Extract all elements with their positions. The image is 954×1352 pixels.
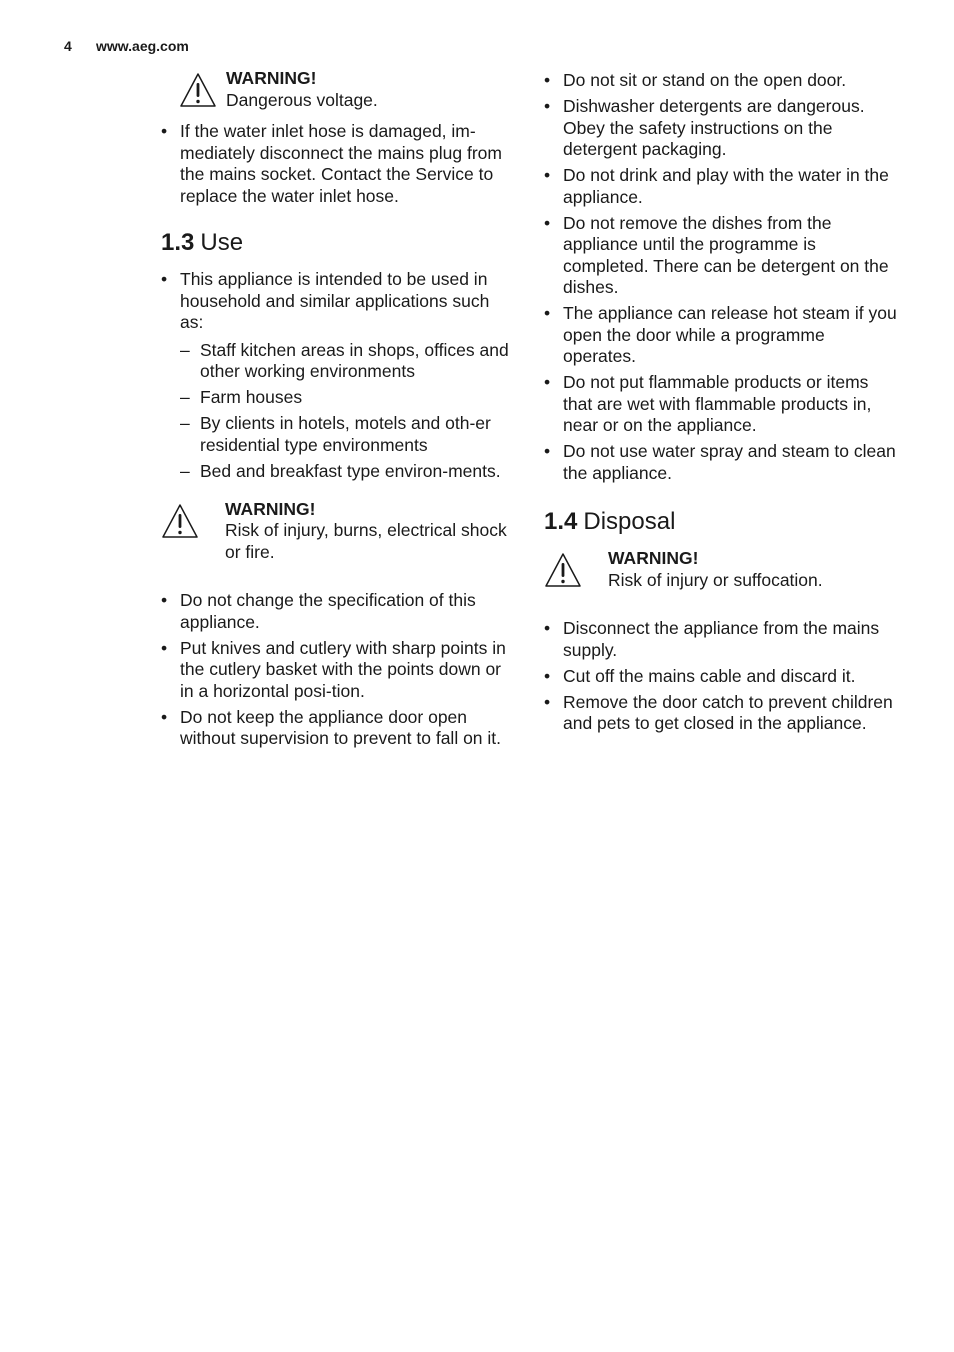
- section-heading-disposal: [544, 508, 900, 536]
- list-item: • Do not remove the dishes from the appliance until the programme is completed. There can be detergent on the dishes.: [544, 213, 900, 299]
- section-number: 1.3: [161, 229, 195, 256]
- intended-use-list: [161, 269, 516, 482]
- page-number: 4: [64, 38, 72, 54]
- warning-body: Risk of injury or suffocation.: [608, 569, 823, 590]
- list-item: [161, 269, 516, 482]
- list-item: • Remove the door catch to prevent children and pets to get closed in the appliance.: [544, 692, 900, 735]
- warning-text: [225, 499, 516, 564]
- section-number: 1.4: [544, 508, 578, 535]
- warning-title: WARNING!: [608, 548, 699, 568]
- list-item: • The appliance can release hot steam if you open the door while a programme operates.: [544, 303, 900, 368]
- warning-title: WARNING!: [225, 498, 316, 519]
- list-item: • Put knives and cutlery with sharp points in the cutlery basket with the points down or in a horizontal posi-tion.: [161, 638, 516, 703]
- intended-use-sublist: [180, 340, 516, 483]
- use-safety-list: [161, 590, 516, 750]
- sublist-item: – By clients in hotels, motels and oth-er residential type environments: [180, 413, 516, 456]
- list-item: • If the water inlet hose is damaged, im-mediately disconnect the mains plug from the mains socket. Contact the Service to replace the water inlet hose.: [161, 121, 516, 207]
- list-item: • Cut off the mains cable and discard it.: [544, 666, 900, 688]
- list-item: • Do not put flammable products or items that are wet with flammable products in, near or on the appliance.: [544, 372, 900, 437]
- warning-body: Dangerous voltage.: [226, 89, 378, 110]
- warning-title: WARNING!: [226, 68, 317, 88]
- right-column: [544, 70, 900, 739]
- warning-triangle-icon: [179, 72, 219, 108]
- section-title: Disposal: [583, 508, 676, 535]
- intended-use-text: This appliance is intended to be used in household and similar applications such as:: [180, 269, 490, 332]
- warning-suffocation: [544, 548, 900, 591]
- section-title: Use: [200, 229, 244, 256]
- sublist-item: – Bed and breakfast type environ-ments.: [180, 461, 516, 483]
- warning-triangle-icon: [161, 503, 201, 539]
- list-item: • Do not use water spray and steam to clean the appliance.: [544, 441, 900, 484]
- hose-list: [161, 121, 516, 207]
- list-item: • Do not sit or stand on the open door.: [544, 70, 900, 92]
- warning-text: [608, 548, 823, 591]
- warning-voltage: [179, 68, 516, 111]
- warning-injury: [161, 499, 516, 564]
- sublist-item: – Farm houses: [180, 387, 516, 409]
- left-column: [161, 68, 516, 754]
- warning-triangle-icon: [544, 552, 584, 588]
- list-item: • Do not keep the appliance door open without supervision to prevent to fall on it.: [161, 707, 516, 750]
- disposal-list: [544, 618, 900, 735]
- sublist-item: – Staff kitchen areas in shops, offices and other working environments: [180, 340, 516, 383]
- site-url: www.aeg.com: [96, 38, 189, 54]
- use-safety-list-continued: [544, 70, 900, 484]
- list-item: • Dishwasher detergents are dangerous. Obey the safety instructions on the detergent packaging.: [544, 96, 900, 161]
- list-item: • Do not drink and play with the water in the appliance.: [544, 165, 900, 208]
- warning-body: Risk of injury, burns, electrical shock or fire.: [225, 520, 507, 562]
- list-item: • Disconnect the appliance from the mains supply.: [544, 618, 900, 661]
- section-heading-use: [161, 229, 516, 257]
- list-item: • Do not change the specification of this appliance.: [161, 590, 516, 633]
- warning-text: [226, 68, 378, 111]
